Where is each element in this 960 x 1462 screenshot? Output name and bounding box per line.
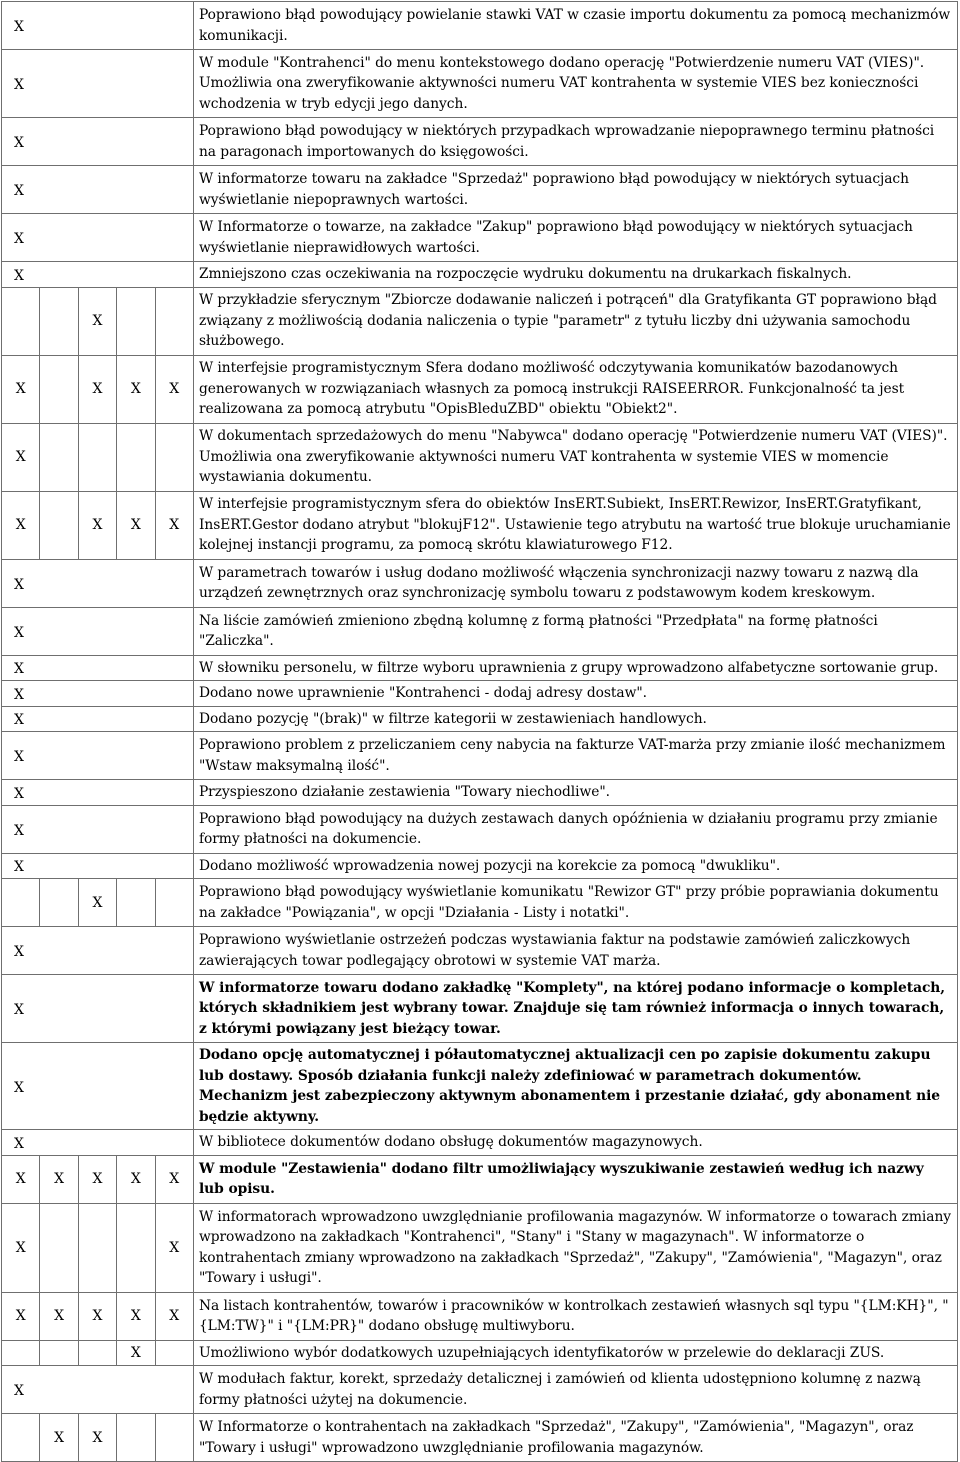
module-mark-cell-4 (117, 1292, 155, 1340)
module-mark-cell-4 (117, 879, 155, 927)
module-mark-cell-1 (2, 1414, 40, 1462)
change-description: Przyspieszono działanie zestawienia "Towary niechodliwe". (193, 780, 957, 806)
changelog-table (1, 1, 958, 1462)
module-mark-cell (2, 166, 194, 214)
module-mark-cell-4 (117, 1340, 155, 1366)
module-mark-cell-5 (155, 1340, 193, 1366)
changelog-row (2, 927, 958, 975)
module-mark-cell-5 (155, 491, 193, 559)
module-mark: X (130, 1344, 141, 1361)
change-description: W bibliotece dokumentów dodano obsługę dokumentów magazynowych. (193, 1130, 957, 1156)
module-mark: X (92, 1429, 103, 1446)
module-mark-cell-1 (2, 1340, 40, 1366)
module-mark: X (92, 894, 103, 911)
module-mark: X (169, 517, 180, 533)
changelog-row (2, 559, 958, 607)
changelog-row (2, 423, 958, 491)
module-mark-cell (2, 118, 194, 166)
change-description: W Informatorze o kontrahentach na zakładkach "Sprzedaż", "Zakupy", "Zamówienia", "Magazyn", oraz "Towary i usługi" wprowadzono uwzględnianie profilowania magazynów. (193, 1414, 957, 1462)
module-mark-cell-1 (2, 423, 40, 491)
changelog-row (2, 706, 958, 732)
module-mark-cell (2, 50, 194, 118)
module-mark-cell (2, 927, 194, 975)
module-mark-cell (2, 1366, 194, 1414)
module-mark: X (14, 1002, 24, 1018)
change-description: W module "Kontrahenci" do menu kontekstowego dodano operację "Potwierdzenie numeru VAT (VIES)". Umożliwia ona zweryfikowanie aktywności numeru VAT kontrahenta w systemie VIES bez konieczności wchodzenia w tryb edycji jego danych. (193, 50, 957, 118)
changelog-row (2, 1130, 958, 1156)
module-mark-cell (2, 975, 194, 1043)
change-description: Poprawiono wyświetlanie ostrzeżeń podczas wystawiania faktur na podstawie zamówień zaliczkowych zawierających towar podlegający obrotowi w systemie VAT marża. (193, 927, 957, 975)
module-mark: X (14, 267, 24, 284)
module-mark-cell-3 (78, 879, 116, 927)
module-mark: X (169, 1171, 180, 1187)
module-mark: X (14, 576, 24, 593)
module-mark: X (14, 686, 24, 703)
changelog-row (2, 287, 958, 355)
change-description: W parametrach towarów i usług dodano możliwość włączenia synchronizacji nazwy towaru z nazwą dla urządzeń zewnętrznych oraz synchronizację symbolu towaru z podstawowym kodem kreskowym. (193, 559, 957, 607)
module-mark-cell (2, 853, 194, 879)
change-description: W dokumentach sprzedażowych do menu "Nabywca" dodano operację "Potwierdzenie numeru VAT (VIES)". Umożliwia ona zweryfikowanie aktywności numeru VAT kontrahenta w systemie VIES w momencie wystawiania dokumentu. (193, 423, 957, 491)
changelog-row (2, 166, 958, 214)
module-mark-cell-2 (40, 355, 78, 423)
module-mark-cell-3 (78, 423, 116, 491)
change-description: W modułach faktur, korekt, sprzedaży detalicznej i zamówień od klienta udostępniono kolumnę z nazwą formy płatności użytej na dokumencie. (193, 1366, 957, 1414)
changelog-row (2, 732, 958, 780)
change-description: Poprawiono błąd powodujący wyświetlanie komunikatu "Rewizor GT" przy próbie poprawiania dokumentu na zakładce "Powiązania", w opcji "Działania - Listy i notatki". (193, 879, 957, 927)
module-mark-cell (2, 559, 194, 607)
change-description: W Informatorze o towarze, na zakładce "Zakup" poprawiono błąd powodujący w niektórych sytuacjach wyświetlanie nieprawidłowych wartości. (193, 214, 957, 262)
module-mark-cell-4 (117, 423, 155, 491)
changelog-row (2, 50, 958, 118)
module-mark-cell-5 (155, 1155, 193, 1203)
module-mark: X (14, 183, 24, 199)
module-mark: X (14, 749, 24, 765)
module-mark-cell-3 (78, 1292, 116, 1340)
module-mark-cell-3 (78, 1203, 116, 1292)
module-mark-cell-1 (2, 355, 40, 423)
module-mark-cell-1 (2, 1155, 40, 1203)
module-mark-cell-4 (117, 287, 155, 355)
changelog-row (2, 780, 958, 806)
changelog-row (2, 491, 958, 559)
module-mark: X (15, 1239, 26, 1256)
module-mark: X (14, 1383, 24, 1399)
changelog-row (2, 2, 958, 50)
module-mark-cell-1 (2, 491, 40, 559)
module-mark-cell-5 (155, 423, 193, 491)
change-description: Na listach kontrahentów, towarów i pracowników w kontrolkach zestawień własnych sql typu "{LM:KH}", "{LM:TW}" i "{LM:PR}" dodano obsługę multiwyboru. (193, 1292, 957, 1340)
module-mark: X (14, 135, 24, 151)
module-mark: X (14, 77, 24, 93)
module-mark: X (15, 381, 26, 397)
changelog-body (2, 2, 958, 1462)
module-mark-cell-5 (155, 1203, 193, 1292)
change-description: W interfejsie programistycznym Sfera dodano możliwość odczytywania komunikatów bazodanowych generowanych w rozwiązaniach własnych za pomocą instrukcji RAISEERROR. Funkcjonalność ta jest realizowana za pomocą atrybutu "OpisBleduZBD" obiektu "Obiekt2". (193, 355, 957, 423)
change-description: W informatorach wprowadzono uwzględnianie profilowania magazynów. W informatorze o towarach zmiany wprowadzono na zakładkach "Kontrahenci", "Stany" i "Stany w magazynach". W informatorze o kontrahentach zmiany wprowadzono na zakładkach "Sprzedaż", "Zakupy", "Zamówienia", "Magazyn", oraz "Towary i usługi". (193, 1203, 957, 1292)
change-description: Poprawiono problem z przeliczaniem ceny nabycia na fakturze VAT-marża przy zmianie ilość mechanizmem "Wstaw maksymalną ilość". (193, 732, 957, 780)
module-mark-cell (2, 780, 194, 806)
module-mark-cell (2, 214, 194, 262)
changelog-row (2, 655, 958, 681)
change-description: Dodano nowe uprawnienie "Kontrahenci - dodaj adresy dostaw". (193, 681, 957, 707)
changelog-row (2, 1414, 958, 1462)
module-mark-cell-4 (117, 1203, 155, 1292)
changelog-row (2, 975, 958, 1043)
module-mark-cell (2, 805, 194, 853)
changelog-row (2, 1340, 958, 1366)
module-mark-cell-3 (78, 355, 116, 423)
change-description: W interfejsie programistycznym sfera do obiektów InsERT.Subiekt, InsERT.Rewizor, InsERT.Gratyfikant, InsERT.Gestor dodano atrybut "blokujF12". Ustawienie tego atrybutu na wartość true blokuje uruchamianie kolejnej instancji programu, za pomocą skrótu klawiaturowego F12. (193, 491, 957, 559)
module-mark-cell-2 (40, 1292, 78, 1340)
module-mark: X (14, 944, 24, 960)
module-mark-cell (2, 607, 194, 655)
module-mark-cell-2 (40, 1414, 78, 1462)
module-mark: X (54, 1429, 65, 1446)
module-mark: X (14, 19, 24, 35)
module-mark-cell-3 (78, 287, 116, 355)
module-mark-cell-4 (117, 355, 155, 423)
module-mark: X (92, 517, 103, 533)
module-mark: X (54, 1308, 65, 1324)
changelog-row (2, 118, 958, 166)
change-description: Poprawiono błąd powodujący powielanie stawki VAT w czasie importu dokumentu za pomocą mechanizmów komunikacji. (193, 2, 957, 50)
module-mark-cell-1 (2, 1292, 40, 1340)
module-mark-cell-3 (78, 1340, 116, 1366)
module-mark: X (15, 1308, 26, 1324)
module-mark: X (14, 822, 24, 839)
module-mark-cell-2 (40, 1155, 78, 1203)
module-mark: X (92, 313, 103, 329)
module-mark-cell-5 (155, 287, 193, 355)
module-mark: X (15, 517, 26, 533)
module-mark: X (54, 1171, 65, 1187)
module-mark: X (130, 517, 141, 533)
module-mark-cell (2, 732, 194, 780)
module-mark: X (14, 712, 24, 729)
module-mark-cell-5 (155, 355, 193, 423)
module-mark-cell-3 (78, 491, 116, 559)
change-description: Zmniejszono czas oczekiwania na rozpoczęcie wydruku dokumentu na drukarkach fiskalnych. (193, 262, 957, 288)
module-mark: X (15, 1171, 26, 1187)
module-mark-cell-5 (155, 879, 193, 927)
module-mark-cell-1 (2, 287, 40, 355)
module-mark: X (14, 785, 24, 802)
module-mark: X (130, 1171, 141, 1187)
change-description: W informatorze towaru na zakładce "Sprzedaż" poprawiono błąd powodujący w niektórych sytuacjach wyświetlanie niepoprawnych wartości. (193, 166, 957, 214)
change-description: W module "Zestawienia" dodano filtr umożliwiający wyszukiwanie zestawień według ich nazwy lub opisu. (193, 1155, 957, 1203)
changelog-row (2, 1203, 958, 1292)
module-mark-cell (2, 681, 194, 707)
module-mark-cell (2, 1043, 194, 1130)
module-mark-cell (2, 655, 194, 681)
module-mark-cell-4 (117, 1414, 155, 1462)
change-description: Poprawiono błąd powodujący w niektórych przypadkach wprowadzanie niepoprawnego terminu płatności na paragonach importowanych do księgowości. (193, 118, 957, 166)
module-mark: X (15, 449, 26, 465)
module-mark-cell-2 (40, 423, 78, 491)
changelog-row (2, 355, 958, 423)
change-description: Poprawiono błąd powodujący na dużych zestawach danych opóźnienia w działaniu programu przy zmianie formy płatności na dokumencie. (193, 805, 957, 853)
changelog-row (2, 1292, 958, 1340)
change-description: Dodano możliwość wprowadzenia nowej pozycji na korekcie za pomocą "dwukliku". (193, 853, 957, 879)
module-mark-cell-2 (40, 287, 78, 355)
module-mark: X (14, 1135, 24, 1152)
module-mark: X (130, 1308, 141, 1324)
module-mark-cell (2, 1130, 194, 1156)
module-mark: X (92, 381, 103, 397)
module-mark: X (169, 1239, 180, 1256)
changelog-row (2, 262, 958, 288)
module-mark: X (14, 859, 24, 876)
module-mark-cell (2, 706, 194, 732)
module-mark-cell-5 (155, 1414, 193, 1462)
changelog-row (2, 1155, 958, 1203)
module-mark: X (14, 624, 24, 641)
module-mark: X (130, 381, 141, 397)
changelog-row (2, 214, 958, 262)
module-mark-cell-5 (155, 1292, 193, 1340)
module-mark: X (14, 1079, 24, 1096)
change-description: W przykładzie sferycznym "Zbiorcze dodawanie naliczeń i potrąceń" dla Gratyfikanta GT poprawiono błąd związany z możliwością dodania naliczenia o typie "parametr" z tytułu liczby dni używania samochodu służbowego. (193, 287, 957, 355)
module-mark-cell-4 (117, 1155, 155, 1203)
change-description: Dodano pozycję "(brak)" w filtrze kategorii w zestawieniach handlowych. (193, 706, 957, 732)
module-mark-cell-1 (2, 879, 40, 927)
change-description: Umożliwiono wybór dodatkowych uzupełniających identyfikatorów w przelewie do deklaracji ZUS. (193, 1340, 957, 1366)
module-mark-cell (2, 2, 194, 50)
changelog-row (2, 853, 958, 879)
module-mark-cell-2 (40, 1340, 78, 1366)
module-mark: X (169, 1308, 180, 1324)
change-description: Dodano opcję automatycznej i półautomatycznej aktualizacji cen po zapisie dokumentu zakupu lub dostawy. Sposób działania funkcji należy zdefiniować w parametrach dokumentów. Mechanizm jest zabezpieczony aktywnym abonamentem i przestanie działać, gdy abonament nie będzie aktywny. (193, 1043, 957, 1130)
change-description: Na liście zamówień zmieniono zbędną kolumnę z formą płatności "Przedpłata" na formę płatności "Zaliczka". (193, 607, 957, 655)
module-mark-cell-1 (2, 1203, 40, 1292)
module-mark: X (14, 661, 24, 678)
changelog-row (2, 1366, 958, 1414)
module-mark-cell-2 (40, 491, 78, 559)
changelog-row (2, 879, 958, 927)
changelog-row (2, 805, 958, 853)
module-mark-cell-3 (78, 1155, 116, 1203)
module-mark-cell (2, 262, 194, 288)
module-mark: X (92, 1171, 103, 1187)
module-mark-cell-2 (40, 1203, 78, 1292)
module-mark-cell-4 (117, 491, 155, 559)
module-mark-cell-2 (40, 879, 78, 927)
changelog-row (2, 1043, 958, 1130)
changelog-row (2, 607, 958, 655)
change-description: W słowniku personelu, w filtrze wyboru uprawnienia z grupy wprowadzono alfabetyczne sortowanie grup. (193, 655, 957, 681)
changelog-row (2, 681, 958, 707)
module-mark: X (92, 1308, 103, 1324)
module-mark-cell-3 (78, 1414, 116, 1462)
module-mark: X (14, 231, 24, 247)
change-description: W informatorze towaru dodano zakładkę "Komplety", na której podano informacje o kompletach, których składnikiem jest wybrany towar. Znajduje się tam również informacja o innych towarach, z którymi powiązany jest bieżący towar. (193, 975, 957, 1043)
module-mark: X (169, 381, 180, 397)
